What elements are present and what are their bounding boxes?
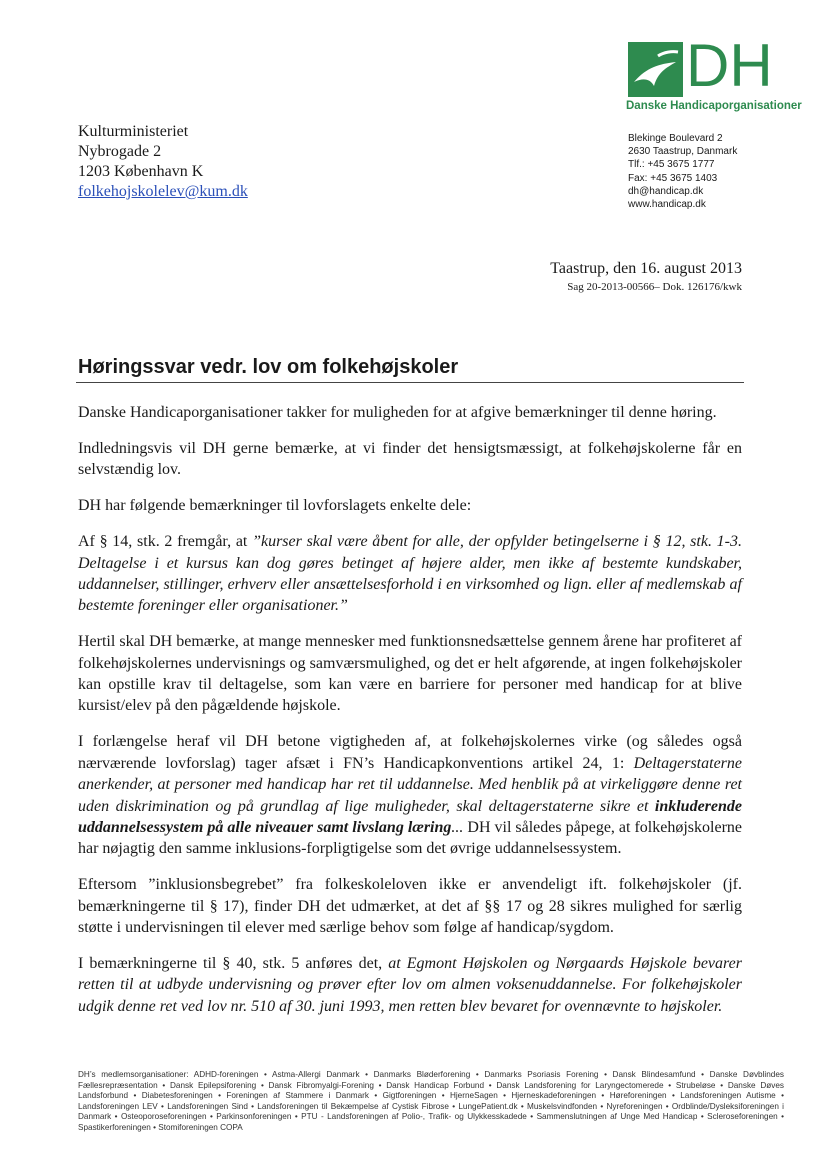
logo-letters: DH bbox=[686, 32, 773, 99]
sender-web: www.handicap.dk bbox=[628, 199, 706, 211]
member-organisations-footer: DH’s medlemsorganisationer: ADHD-foreningen • Astma-Allergi Danmark • Danmarks Bløderforening • Danmarks Psoriasis Forening • Dansk Blindesamfund • Danske Døvblindes Fællesrepræsentation • Dansk Epilepsiforening • Dansk Fibromyalgi-Forening • Dansk Handicap Forbund • Dansk Landsforening for Laryngectomerede • Strubeløse • Danske Døves Landsforbund • Diabetesforeningen • Foreningen af Stammere i Danmark • Gigtforeningen • HjerneSagen • Hjerneskadeforeningen • Høreforeningen • Landsforeningen Autisme • Landsforeningen LEV • Landsforeningen Sind • Landsforeningen til Bekæmpelse af Cystisk Fibrose • LungePatient.dk • Muskelsvindfonden • Nyreforeningen • Ordblinde/Dysleksiforeningen i Danmark • Osteoporoseforeningen • Parkinsonforeningen • PTU - Landsforeningen af Polio-, Trafik- og Ulykkesskadede • Sammenslutningen af Unge Med Handicap • Scleroseforeningen • Spastikerforeningen • Stomiforeningen COPA bbox=[78, 1070, 784, 1132]
paragraph-6-ellipsis: ... bbox=[451, 819, 464, 836]
paragraph-2: Indledningsvis vil DH gerne bemærke, at vi finder det hensigtsmæssigt, at folkehøjskolerne får en selvstændig lov. bbox=[78, 439, 742, 479]
sender-address-1: Blekinge Boulevard 2 bbox=[628, 133, 723, 144]
bird-logo-icon bbox=[628, 42, 683, 97]
paragraph-8 bbox=[78, 953, 742, 1017]
paragraph-8-intro: I bemærkningerne til § 40, stk. 5 anføres det, bbox=[78, 955, 389, 973]
recipient-line-2: Nybrogade 2 bbox=[78, 143, 162, 160]
paragraph-4-quote: ”kurser skal være åbent for alle, der opfylder betingelserne i § 12, stk. 1-3. Deltagelse i et kursus kan dog gøres betinget af højere alder, men ikke af bestemte kundskaber, uddannelser, stillinger, erhverv eller ansættelsesforhold i en virksomhed og lign. eller af medlemskab af bestemte foreninger eller organisationer.” bbox=[78, 533, 742, 615]
paragraph-1: Danske Handicaporganisationer takker for muligheden for at afgive bemærkninger til denne høring. bbox=[78, 404, 717, 421]
paragraph-6-bold: inkluderende uddannelsessystem på alle niveauer samt livslang læring bbox=[78, 797, 742, 836]
paragraph-8-quote: at Egmont Højskolen og Nørgaards Højskole bevarer retten til at udbyde undervisning og prøver efter lov om almen voksenuddannelse. For folkehøjskoler udgik denne ret ved lov nr. 510 af 30. juni 1993, men retten blev bevaret for ovennævnte to højskoler. bbox=[78, 955, 742, 1015]
sender-address-2: 2630 Taastrup, Danmark bbox=[628, 146, 738, 158]
paragraph-4 bbox=[78, 531, 742, 617]
case-reference: Sag 20-2013-00566– Dok. 126176/kwk bbox=[567, 281, 742, 293]
paragraph-6-intro: I forlængelse heraf vil DH betone vigtigheden af, at folkehøjskolernes virke (og således også nærværende lovforslag) tager afsæt i FN’s Handicapkonventions artikel 24, 1: bbox=[78, 733, 742, 772]
sender-email: dh@handicap.dk bbox=[628, 185, 704, 197]
date-line: Taastrup, den 16. august 2013 bbox=[550, 260, 742, 277]
recipient-email-link[interactable]: folkehojskolelev@kum.dk bbox=[78, 183, 248, 200]
paragraph-4-intro: Af § 14, stk. 2 fremgår, at bbox=[78, 533, 253, 551]
paragraph-6 bbox=[78, 731, 742, 859]
logo-org-name: Danske Handicaporganisationer bbox=[626, 100, 802, 112]
sender-phone: Tlf.: +45 3675 1777 bbox=[628, 159, 715, 171]
dh-logo bbox=[624, 32, 802, 120]
paragraph-5: Hertil skal DH bemærke, at mange mennesker med funktionsnedsættelse gennem årene har profiteret af folkehøjskolernes undervisnings og samværsmulighed, og det er helt afgørende, at ingen folkehøjskoler kan opstille krav til deltagelse, som kan være en barriere for personer med handicap for at blive kursist/elev på den pågældende højskole. bbox=[78, 633, 742, 715]
paragraph-3: DH har følgende bemærkninger til lovforslagets enkelte dele: bbox=[78, 497, 472, 515]
document-title: Høringssvar vedr. lov om folkehøjskoler bbox=[78, 356, 459, 378]
title-divider bbox=[76, 382, 744, 383]
recipient-line-3: 1203 København K bbox=[78, 163, 204, 180]
sender-address bbox=[628, 132, 737, 211]
sender-fax: Fax: +45 3675 1403 bbox=[628, 172, 718, 184]
paragraph-7: Eftersom ”inklusionsbegrebet” fra folkeskoleloven ikke er anvendeligt ift. folkehøjskoler (jf. bemærkningerne til § 17), finder DH det udmærket, at det af §§ 17 og 28 sikres mulighed for særlig støtte i undervisningen til elever med særlige behov som følge af handicap/sygdom. bbox=[78, 876, 742, 937]
recipient-line-1: Kulturministeriet bbox=[78, 123, 189, 140]
paragraph-6-quote: Deltagerstaterne anerkender, at personer med handicap har ret til uddannelse. Med henblik på at virkeliggøre denne ret uden diskrimination og på grundlag af lige muligheder, skal deltagerstaterne sikre et bbox=[78, 754, 742, 815]
recipient-address bbox=[78, 122, 248, 202]
paragraph-6-rest: DH vil således påpege, at folkehøjskolerne har nøjagtig den samme inklusions-forpligtigelse som det øvrige uddannelsessystem. bbox=[78, 819, 743, 858]
letter-body bbox=[78, 402, 742, 1032]
